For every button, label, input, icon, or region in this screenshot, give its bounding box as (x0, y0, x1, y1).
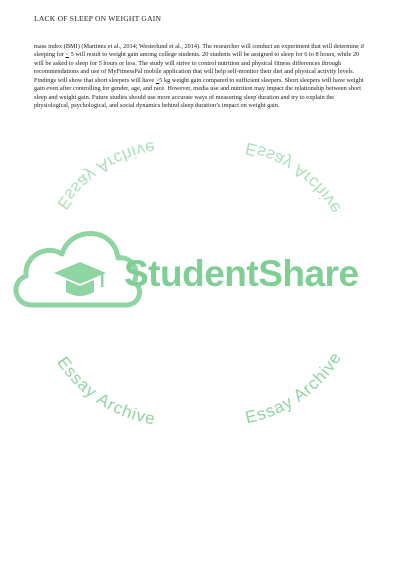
text-segment: mass index (BMI) (Martinez et al., 2014; Westerlund et al., 2014). The researcher will conduct an experiment that will determine if sleeping for (34, 43, 365, 59)
studentshare-logo-icon (16, 233, 140, 305)
graduation-cap-icon (54, 262, 106, 296)
less-equal-symbol: < (65, 51, 70, 59)
greater-equal-symbol: > (155, 76, 160, 84)
watermark-brand: StudentShare (124, 253, 359, 294)
watermark-arc-upper-left: Essay Archive (53, 137, 158, 213)
body-paragraph (34, 43, 368, 111)
text-segment: 5 kg weight gain compared to sufficient sleepers. Short sleepers will have weight gain even after controlling for gender, age, and race. However, media use and nutrition may impact the relationship between short sleep and weight gain. Future studies should use more accurate ways of measuring sleep duration and try to explain the physiological, psychological, and social dynamics behind sleep duration’s impact on weight gain. (34, 76, 364, 110)
text-segment: 5 will result to weight gain among college students. 20 students will be assigned to sleep for 6 to 8 hours, while 20 will be asked to sleep for 5 hours or less. The study will strive to control nutrition and physical fitness differences through recommendations and use of MyFitnessPal mobile application that will help self-monitor their diet and physical activity levels. Findings will show that short sleepers will have (34, 51, 360, 84)
watermark-arc-lower-left: Essay Archive (53, 353, 158, 429)
running-head: LACK OF SLEEP ON WEIGHT GAIN (34, 14, 162, 23)
watermark-arc-lower-right: Essay Archive (243, 348, 346, 428)
watermark-arc-upper-right: Essay Archive (243, 138, 346, 218)
